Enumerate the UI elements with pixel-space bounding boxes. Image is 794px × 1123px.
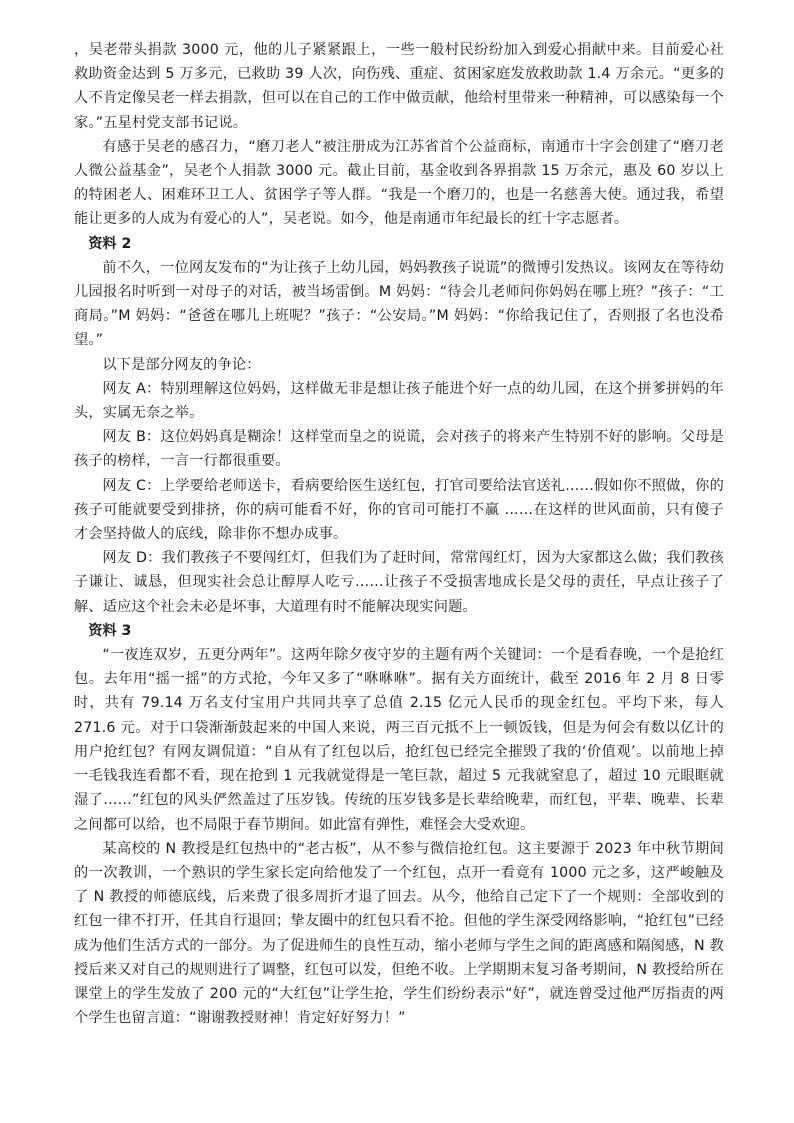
section-heading-material-2: 资料 2: [88, 235, 132, 252]
netizen-comment-d: 网友 D：我们教孩子不要闯红灯，但我们为了赶时间，常常闯红灯，因为大家都这么做；我们教孩子谦让、诚恳，但现实社会总让醇厚人吃亏……让孩子不受损害地成长是父母的责任，早点让孩子了解、适应这个社会未必是坏事，大道理有时不能解决现实问题。: [74, 550, 724, 615]
paragraph: 前不久，一位网友发布的“为让孩子上幼儿园，妈妈教孩子说谎”的微博引发热议。该网友在等待幼儿园报名时听到一对母子的对话，被当场雷倒。M 妈妈：“待会儿老师问你妈妈在哪上班？”孩子：“工商局。”M 妈妈：“爸爸在哪儿上班呢？”孩子：“公安局。”M 妈妈：“你给我记住了，否则报了名也没希望。”: [74, 259, 724, 349]
document-page: [74, 38, 724, 1030]
paragraph: 有感于吴老的感召力，“磨刀老人”被注册成为江苏省首个公益商标，南通市十字会创建了“磨刀老人微公益基金”，吴老个人捐款 3000 元。截止目前，基金收到各界捐款 15 万余元，惠及 60 岁以上的特困老人、困难环卫工人、贫困学子等人群。“我是一个磨刀的，也是一名慈善大使。通过我，希望能让更多的人成为有爱心的人”，吴老说。如今，他是南通市年纪最长的红十字志愿者。: [74, 138, 724, 228]
paragraph: ，吴老带头捐款 3000 元，他的儿子紧紧跟上，一些一般村民纷纷加入到爱心捐献中来。目前爱心社救助资金达到 5 万多元，已救助 39 人次，向伤残、重症、贫困家庭发放救助款 1.4 万余元。“更多的人不肯定像吴老一样去捐款，但可以在自己的工作中做贡献，他给村里带来一种精神，可以感染每一个家。”五星村党支部书记说。: [74, 42, 724, 131]
paragraph: 某高校的 N 教授是红包热中的“老古板”，从不参与微信抢红包。这主要源于 2023 年中秋节期间的一次教训，一个熟识的学生家长定向给他发了一个红包，点开一看竟有 1000 元之多，这严峻触及了 N 教授的师德底线，后来费了很多周折才退了回去。从今，他给自己定下了一个规则：全部收到的红包一律不打开，任其自行退回；挚友圈中的红包只看不抢。但他的学生深受网络影响，“抢红包”已经成为他们生活方式的一部分。为了促进师生的良性互动，缩小老师与学生之间的距离感和隔阂感，N 教授后来又对自己的规则进行了调整，红包可以发，但绝不收。上学期期末复习备考期间，N 教授给所在课堂上的学生发放了 200 元的“大红包”让学生抢，学生们纷纷表示“好”，就连曾受过他严厉指责的两个学生也留言道：“谢谢教授财神！肯定好好努力！”: [74, 840, 724, 1027]
netizen-comment-c: 网友 C：上学要给老师送卡，看病要给医生送红包，打官司要给法官送礼……假如你不照做，你的孩子可能就要受到排挤，你的病可能看不好，你的官司可能打不赢 ……在这样的世风面前，只有傻子才会坚持做人的底线，除非你不想办成事。: [74, 477, 724, 543]
netizen-comment-b: 网友 B：这位妈妈真是糊涂！这样堂而皇之的说谎，会对孩子的将来产生特别不好的影响。父母是孩子的榜样，一言一行都很重要。: [74, 429, 724, 470]
netizen-comment-a: 网友 A：特别理解这位妈妈，这样做无非是想让孩子能进个好一点的幼儿园，在这个拼爹拼妈的年头，实属无奈之举。: [74, 380, 724, 422]
paragraph: “一夜连双岁，五更分两年”。这两年除夕夜守岁的主题有两个关键词：一个是看春晚，一个是抢红包。去年用“摇一摇”的方式抢，今年又多了“咻咻咻”。据有关方面统计，截至 2016 年 2 月 8 日零时，共有 79.14 万名支付宝用户共同共享了总值 2.15 亿元人民币的现金红包。平均下来，每人 271.6 元。对于口袋渐渐鼓起来的中国人来说，两三百元抵不上一顿饭钱，但是为何会有数以亿计的用户抢红包？有网友调侃道：“自从有了红包以后，抢红包已经完全摧毁了我的‘价值观’。以前地上掉一毛钱我连看都不看，现在抢到 1 元我就觉得是一笔巨款，超过 5 元我就窒息了，超过 10 元眼眶就湿了……”红包的风头俨然盖过了压岁钱。传统的压岁钱多是长辈给晚辈，而红包，平辈、晚辈、长辈之间都可以给，也不局限于春节期间。如此富有弹性，难怪会大受欢迎。: [74, 647, 724, 833]
section-heading-material-3: 资料 3: [88, 622, 132, 639]
paragraph: 以下是部分网友的争论：: [102, 356, 261, 373]
